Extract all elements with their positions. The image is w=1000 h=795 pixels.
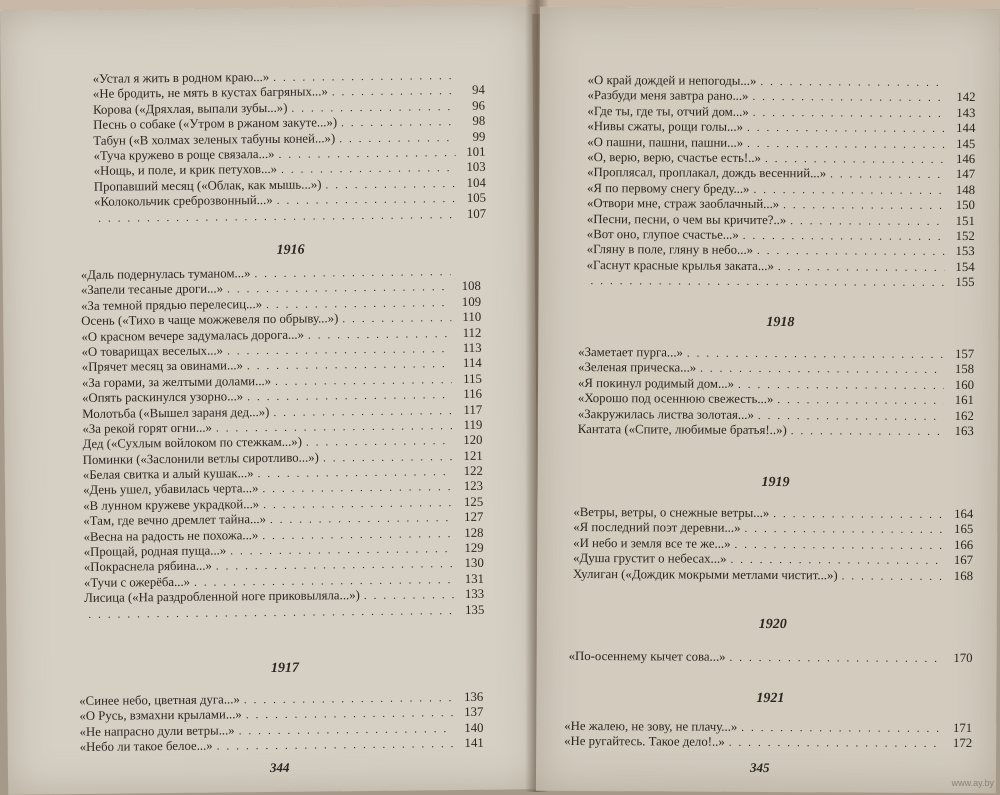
toc-entry-page: 164	[947, 507, 973, 523]
toc-entry-title: «Опять раскинулся узорно...»	[82, 389, 243, 406]
toc-entry-page: 170	[947, 651, 973, 667]
toc-entry-title: «Хорошо под осеннюю свежесть...»	[578, 391, 773, 407]
toc-entry-page: 113	[455, 341, 481, 357]
toc-entry-title: «День ушел, убавилась черта...»	[83, 482, 259, 499]
toc-entry-title: Хулиган («Дождик мокрыми метлами чистит...»)	[573, 567, 838, 584]
toc-entry-page: 101	[459, 145, 485, 161]
toc-entry-title: «Закружилась листва золотая...»	[578, 407, 754, 423]
toc-entry-title: «Небо ли такое белое...»	[80, 739, 213, 756]
toc-entry-page: 153	[949, 244, 975, 260]
toc-entry-page: 135	[458, 602, 484, 618]
toc-entry-page: 127	[457, 510, 483, 526]
toc-entry-title: «Я последний поэт деревни...»	[573, 520, 740, 536]
toc-entry-title: Молотьба («Вышел зараня дед...»)	[82, 405, 269, 422]
toc-block-1918	[578, 345, 974, 439]
toc-entry-page: 94	[459, 83, 485, 99]
toc-entry-page: 163	[948, 424, 974, 440]
year-heading-1921: 1921	[568, 687, 972, 711]
toc-entry-page: 144	[949, 121, 975, 137]
toc-entry-title: «Даль подернулась туманом...»	[81, 266, 251, 283]
toc-entry-title: «И небо и земля все те же...»	[573, 536, 730, 552]
toc-entry-page: 130	[458, 556, 484, 572]
toc-entry-title: «Нивы сжаты, рощи голы...»	[587, 119, 743, 135]
toc-entry-title: «Прячет месяц за овинами...»	[82, 359, 243, 376]
toc-entry-page: 157	[948, 347, 974, 363]
toc-entry-page: 122	[457, 464, 483, 480]
toc-entry-title: «О красном вечере задумалась дорога...»	[81, 327, 304, 345]
toc-entry-page: 108	[455, 279, 481, 295]
toc-entry-title: «Я покинул родимый дом...»	[578, 376, 734, 392]
toc-entry-page: 168	[947, 568, 973, 584]
toc-entry-page: 128	[457, 525, 483, 541]
toc-entry-page: 98	[459, 114, 485, 130]
toc-entry	[587, 273, 975, 290]
toc-entry-page: 131	[458, 572, 484, 588]
toc-entry-page: 136	[457, 690, 483, 706]
toc-entry-title: «О пашни, пашни, пашни...»	[587, 135, 743, 151]
toc-entry-title: «За горами, за желтыми долами...»	[82, 374, 271, 391]
toc-entry-page: 140	[457, 721, 483, 737]
toc-entry-title: «О Русь, взмахни крылами...»	[79, 708, 242, 725]
toc-entry-page: 107	[460, 206, 486, 222]
toc-entry-page: 103	[460, 160, 486, 176]
toc-entry-page: 120	[456, 433, 482, 449]
toc-entry-title: «Тучи с ожерёба...»	[84, 575, 190, 592]
toc-entry-title: «Вот оно, глупое счастье...»	[587, 227, 739, 243]
toc-entry-page: 161	[948, 393, 974, 409]
toc-entry-title: «Разбуди меня завтра рано...»	[587, 88, 748, 104]
toc-entry-page: 155	[949, 275, 975, 291]
toc-entry-title: «За рекой горят огни...»	[82, 420, 212, 437]
toc-entry-title: «Гаснут красные крылья заката...»	[587, 258, 774, 274]
toc-entry-title: «Не бродить, не мять в кустах багряных...»	[93, 85, 328, 103]
toc-entry-title: «Там, где вечно дремлет тайна...»	[83, 512, 266, 529]
toc-block-1917	[79, 690, 484, 756]
toc-entry-page: 165	[947, 522, 973, 538]
toc-entry-title: «Нощь, и поле, и крик петухов...»	[94, 162, 277, 179]
toc-entry-page: 151	[949, 213, 975, 229]
toc-entry-page: 104	[460, 175, 486, 191]
toc-entry-title: «Синее небо, цветная дуга...»	[79, 692, 240, 709]
toc-entry	[573, 567, 973, 584]
toc-entry-title: «Устал я жить в родном краю...»	[93, 70, 270, 87]
toc-entry-page: 160	[948, 378, 974, 394]
toc-entry-title: «Не ругайтесь. Такое дело!..»	[564, 734, 725, 750]
toc-entry-page: 115	[456, 371, 482, 387]
toc-entry-title: Песнь о собаке («Утром в ржаном закуте...»)	[93, 115, 337, 133]
toc-entry-page: 145	[949, 137, 975, 153]
toc-entry-page: 119	[456, 418, 482, 434]
toc-entry	[94, 206, 486, 225]
dot-leader	[791, 424, 944, 440]
dot-leader	[842, 569, 943, 585]
toc-entry-page: 137	[457, 705, 483, 721]
dot-leader	[729, 736, 942, 753]
dot-leader	[217, 737, 454, 755]
toc-entry-title: «Ветры, ветры, о снежные ветры...»	[573, 505, 769, 521]
toc-block-1915	[93, 68, 487, 226]
dot-leader	[730, 651, 943, 668]
toc-block-1916	[81, 264, 485, 622]
toc-entry-title: Лисица («На раздробленной ноге приковыляла...»)	[84, 588, 360, 606]
toc-entry-title: Кантата («Спите, любимые братья!..»)	[578, 422, 787, 439]
year-heading-1917: 1917	[85, 656, 485, 682]
toc-entry-page: 147	[949, 167, 975, 183]
toc-entry-title: «Покраснела рябина...»	[84, 559, 212, 576]
toc-entry-page: 99	[459, 129, 485, 145]
toc-entry-title: Корова («Дряхлая, выпали зубы...»)	[93, 101, 288, 118]
toc-entry-page: 152	[949, 229, 975, 245]
year-heading-1916: 1916	[94, 238, 486, 264]
toc-entry-page: 172	[946, 736, 972, 752]
toc-block-1919	[573, 505, 973, 584]
toc-entry-page: 171	[946, 721, 972, 737]
toc-entry-page: 116	[456, 387, 482, 403]
toc-entry-page: 162	[948, 408, 974, 424]
toc-entry-title: «Зеленая прическа...»	[578, 360, 696, 376]
toc-entry-title: «Колокольчик среброзвонный...»	[94, 193, 273, 210]
toc-entry-title: «Весна на радость не похожа...»	[83, 528, 258, 545]
toc-entry-page: 109	[455, 295, 481, 311]
toc-entry	[569, 649, 973, 667]
toc-entry-title: «В лунном кружеве украдкой...»	[83, 497, 259, 514]
toc-entry-title: Табун («В холмах зеленых табуны коней...»)	[93, 131, 335, 149]
toc-entry-title: «Туча кружево в роще связала...»	[93, 147, 274, 164]
left-page	[0, 5, 540, 795]
page-number-left: 344	[270, 760, 290, 776]
toc-entry-title: «За темной прядью перелесиц...»	[81, 297, 262, 314]
toc-entry-title: «Отвори мне, страж заоблачный...»	[587, 196, 779, 212]
year-heading-1920: 1920	[573, 613, 973, 637]
dot-leader	[591, 274, 945, 291]
toc-entry-title: «О товарищах веселых...»	[82, 343, 224, 360]
toc-entry-page: 110	[455, 310, 481, 326]
toc-entry-page: 121	[457, 448, 483, 464]
year-heading-1919: 1919	[577, 471, 973, 495]
toc-entry-page: 114	[456, 356, 482, 372]
year-heading-1918: 1918	[586, 311, 974, 335]
toc-entry-title: «Где ты, где ты, отчий дом...»	[587, 104, 748, 120]
toc-entry-title: «О край дождей и непогоды...»	[588, 73, 757, 89]
toc-entry-title: «Белая свитка и алый кушак...»	[83, 466, 254, 483]
toc-block-1917-cont	[587, 73, 976, 290]
toc-entry-page: 129	[458, 541, 484, 557]
toc-entry-page: 133	[458, 587, 484, 603]
toc-entry-page: 167	[947, 553, 973, 569]
toc-entry-title: «Душа грустит о небесах...»	[573, 551, 727, 567]
toc-block-1921	[564, 719, 972, 752]
toc-entry-page: 158	[948, 362, 974, 378]
toc-entry-title: «О, верю, верю, счастье есть!..»	[587, 150, 761, 166]
page-number-right: 345	[750, 760, 770, 776]
dot-leader	[88, 604, 454, 623]
toc-entry-page: 154	[949, 260, 975, 276]
toc-entry-page: 105	[460, 191, 486, 207]
toc-entry	[84, 602, 484, 622]
toc-entry-page: 166	[947, 538, 973, 554]
toc-entry-title: «Заметает пурга...»	[578, 345, 683, 361]
toc-entry-title: «Гляну в поле, гляну в небо...»	[587, 242, 753, 258]
toc-entry-page: 117	[456, 402, 482, 418]
toc-entry-page: 150	[949, 198, 975, 214]
toc-entry-title: «Не жалею, не зову, не плачу...»	[564, 719, 737, 735]
toc-entry-page: 142	[949, 90, 975, 106]
toc-entry-title: «Запели тесаные дроги...»	[81, 282, 223, 299]
toc-entry-title: Пропавший месяц («Облак, как мышь...»)	[94, 177, 322, 195]
right-page	[536, 7, 1000, 793]
toc-entry-title: Поминки («Заслонили ветлы сиротливо...»)	[83, 450, 319, 468]
toc-entry-page: 141	[458, 736, 484, 752]
toc-entry-page: 123	[457, 479, 483, 495]
toc-entry-page: 125	[457, 495, 483, 511]
toc-entry-page: 96	[459, 98, 485, 114]
toc-entry-page: 146	[949, 152, 975, 168]
toc-entry-title: «Прощай, родная пуща...»	[84, 543, 227, 560]
toc-entry-title: «Проплясал, проплакал, дождь весенний...»	[587, 165, 826, 182]
toc-entry-title: «Песни, песни, о чем вы кричите?..»	[587, 212, 786, 228]
toc-entry-title: Осень («Тихо в чаще можжевеля по обрыву...»)	[81, 311, 338, 329]
toc-entry-page: 148	[949, 183, 975, 199]
toc-entry	[578, 422, 974, 439]
toc-entry	[564, 734, 972, 752]
toc-entry-page: 143	[949, 106, 975, 122]
toc-block-1920	[569, 649, 973, 667]
toc-entry-title: Дед («Сухлым войлоком по стежкам...»)	[82, 435, 302, 453]
toc-entry	[80, 736, 484, 756]
toc-entry-title: «Не напрасно дули ветры...»	[79, 723, 234, 740]
toc-entry-title: «По-осеннему кычет сова...»	[569, 649, 726, 665]
watermark: www.ay.by	[952, 778, 994, 788]
toc-entry-page: 112	[455, 325, 481, 341]
toc-entry-title: «Я по первому снегу бреду...»	[587, 181, 750, 197]
dot-leader	[98, 208, 456, 227]
